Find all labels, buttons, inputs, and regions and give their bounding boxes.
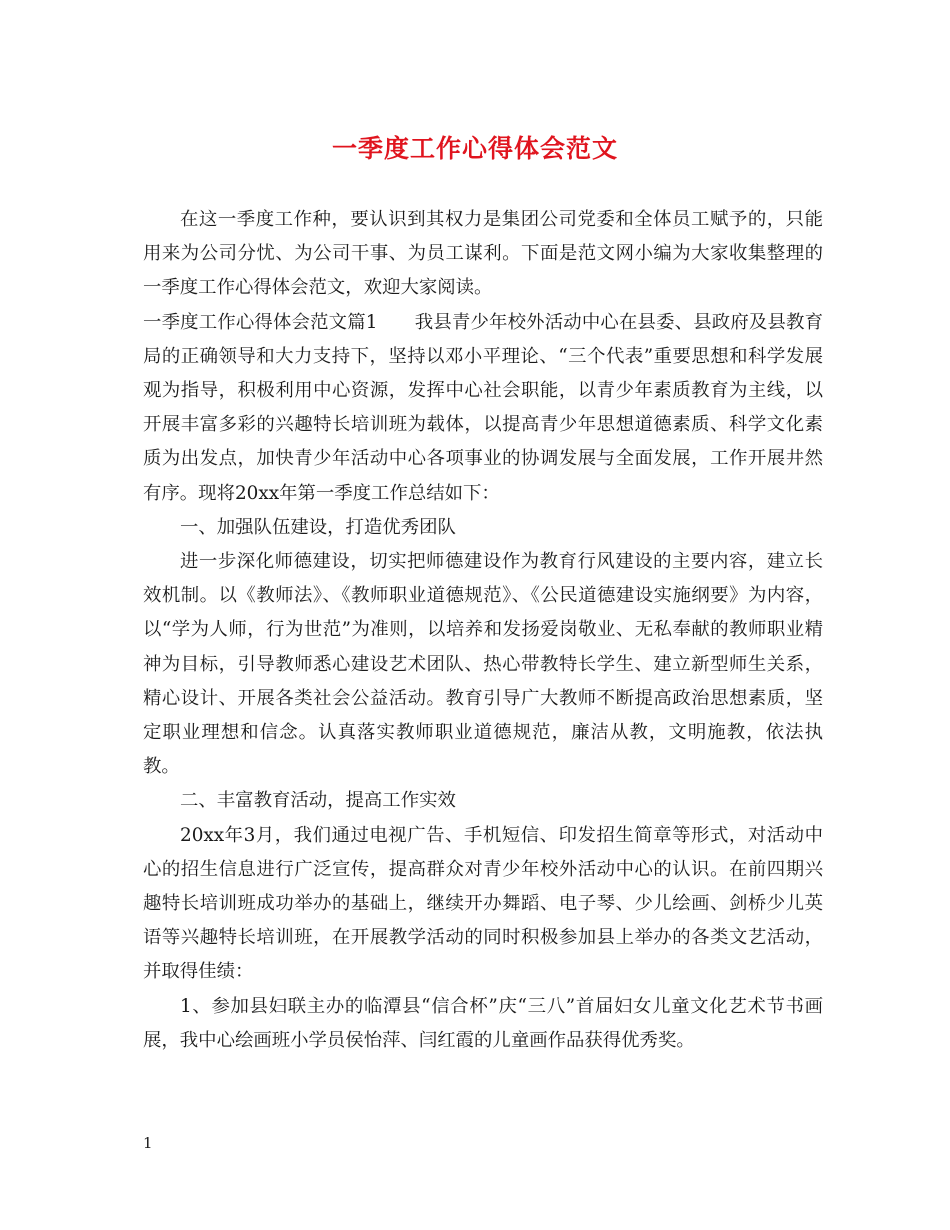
document-body [143, 203, 823, 1058]
page-number: 1 [143, 1134, 153, 1152]
document-title: 一季度工作心得体会范文 [331, 134, 618, 163]
paragraph-activities: 20xx年3月，我们通过电视广告、手机短信、印发招生简章等形式，对活动中心的招生信息进行广泛宣传，提高群众对青少年校外活动中心的认识。在前四期兴趣特长培训班成功举办的基础上，继续开办舞蹈、电子琴、少儿绘画、剑桥少儿英语等兴趣特长培训班，在开展教学活动的同时积极参加县上举办的各类文艺活动，并取得佳绩： [143, 824, 823, 983]
paragraph-teacher-ethics: 进一步深化师德建设，切实把师德建设作为教育行风建设的主要内容，建立长效机制。以《教师法》、《教师职业道德规范》、《公民道德建设实施纲要》为内容，以“学为人师，行为世范”为准则，以培养和发扬爱岗敬业、无私奉献的教师职业精神为目标，引导教师悉心建设艺术团队、热心带教特长学生、建立新型师生关系，精心设计、开展各类社会公益活动。教育引导广大教师不断提高政治思想素质，坚定职业理想和信念。认真落实教师职业道德规范，廉洁从教，文明施教，依法执教。 [143, 551, 823, 778]
section-heading-2: 二、丰富教育活动，提高工作实效 [180, 790, 456, 812]
paragraph-intro: 在这一季度工作种，要认识到其权力是集团公司党委和全体员工赋予的，只能用来为公司分忧、为公司干事、为员工谋利。下面是范文网小编为大家收集整理的一季度工作心得体会范文，欢迎大家阅读。 [143, 209, 823, 299]
paragraph-article-1-opening: 一季度工作心得体会范文篇1 我县青少年校外活动中心在县委、县政府及县教育局的正确领导和大力支持下，坚持以邓小平理论、“三个代表”重要思想和科学发展观为指导，积极利用中心资源，发挥中心社会职能，以青少年素质教育为主线，以开展丰富多彩的兴趣特长培训班为载体，以提高青少年思想道德素质、科学文化素质为出发点，加快青少年活动中心各项事业的协调发展与全面发展，工作开展井然有序。现将20xx年第一季度工作总结如下： [143, 311, 823, 504]
list-item-award-1: 1、参加县妇联主办的临潭县“信合杯”庆“三八”首届妇女儿童文化艺术节书画展，我中心绘画班小学员侯怡萍、闫红霞的儿童画作品获得优秀奖。 [143, 995, 823, 1051]
section-heading-1: 一、加强队伍建设，打造优秀团队 [180, 516, 456, 538]
